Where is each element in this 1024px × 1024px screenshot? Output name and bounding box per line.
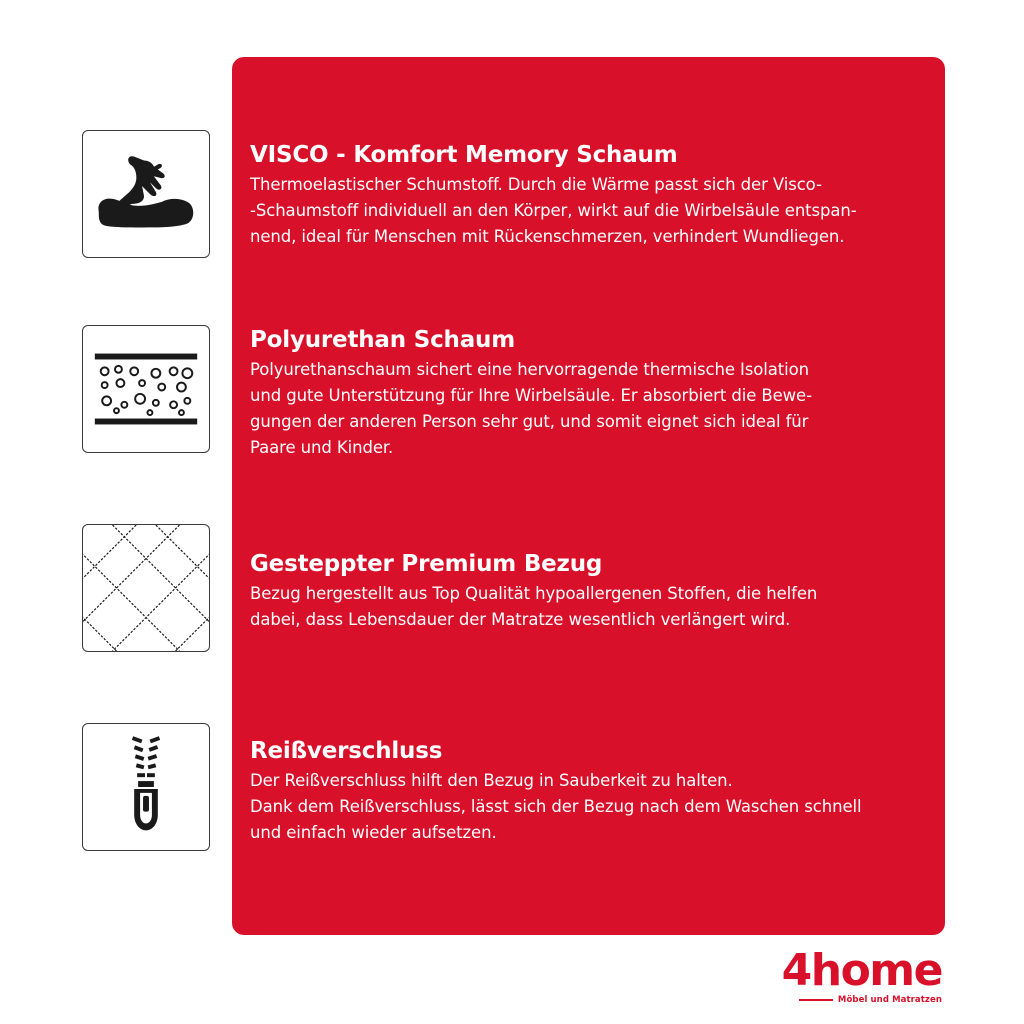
feature-bezug (250, 550, 930, 633)
quilted-pattern-icon (82, 524, 210, 652)
feature-description: Polyurethanschaum sichert eine hervorragende thermische Isolation und gute Unterstützung für Ihre Wirbelsäule. Er absorbiert die Bewe- gungen der anderen Person sehr gut, und somit eignet sich ideal für Paare und Kinder. (250, 360, 812, 457)
feature-title: VISCO - Komfort Memory Schaum (250, 142, 678, 168)
feature-description: Der Reißverschluss hilft den Bezug in Sauberkeit zu halten. Dank dem Reißverschluss, lässt sich der Bezug nach dem Waschen schnell und einfach wieder aufsetzen. (250, 771, 862, 842)
brand-logo (770, 945, 942, 1010)
feature-polyurethan (250, 326, 930, 461)
brand-tagline-row (770, 995, 942, 1005)
feature-description: Thermoelastischer Schumstoff. Durch die Wärme passt sich der Visco- -Schaumstoff individuell an den Körper, wirkt auf die Wirbelsäule entspan- nend, ideal für Menschen mit Rückenschmerzen, verhindert Wundliegen. (250, 175, 857, 246)
feature-title: Gesteppter Premium Bezug (250, 551, 603, 577)
hand-memory-foam-icon (82, 130, 210, 258)
brand-tagline: Möbel und Matratzen (837, 995, 942, 1005)
feature-description: Bezug hergestellt aus Top Qualität hypoallergenen Stoffen, die helfen dabei, dass Lebensdauer der Matratze wesentlich verlängert wird. (250, 584, 818, 629)
brand-rule (799, 999, 833, 1001)
brand-name: 4home (781, 945, 942, 996)
feature-title: Reißverschluss (250, 738, 443, 764)
zipper-icon (82, 723, 210, 851)
feature-title: Polyurethan Schaum (250, 327, 515, 353)
feature-reissverschluss (250, 737, 930, 846)
foam-bubbles-icon (82, 325, 210, 453)
feature-visco (250, 141, 930, 250)
